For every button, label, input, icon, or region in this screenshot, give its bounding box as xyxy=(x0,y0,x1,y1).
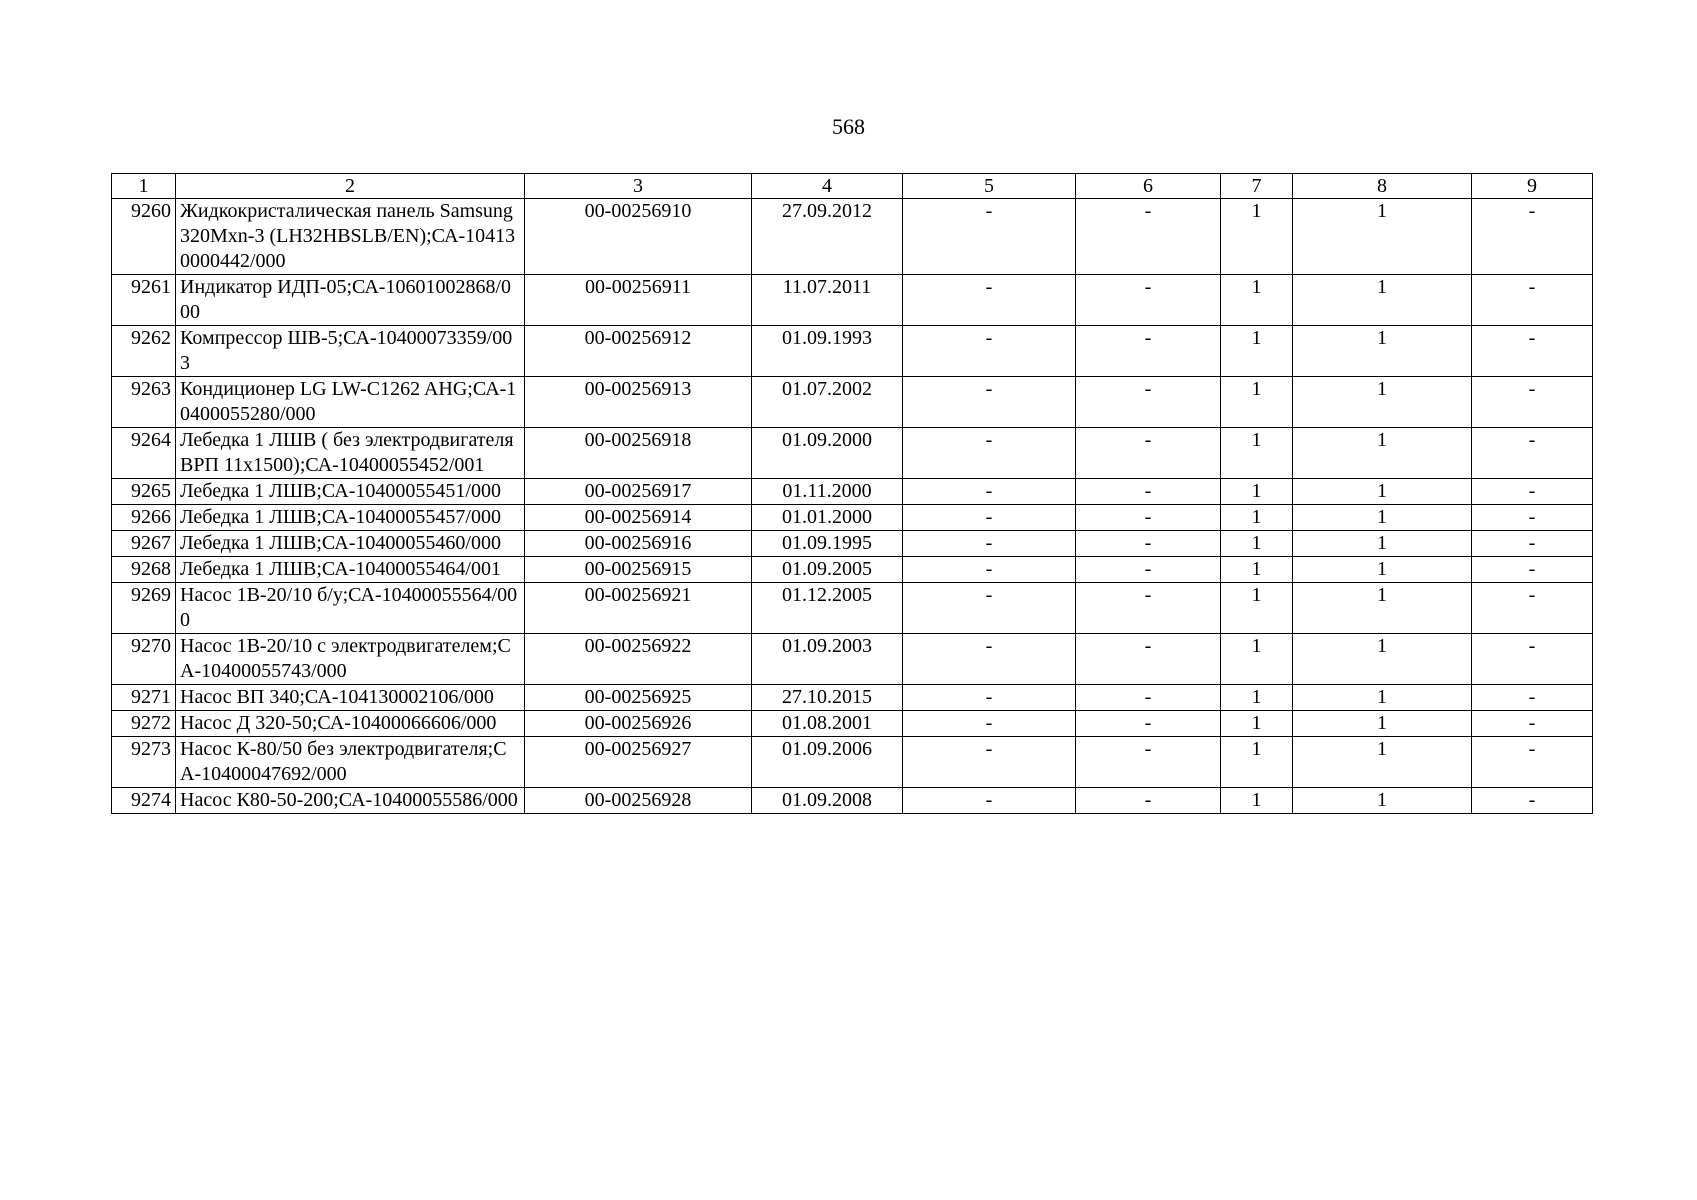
cell-col-7: 1 xyxy=(1221,199,1293,275)
cell-inventory-code: 00-00256911 xyxy=(525,275,752,326)
cell-col-9: - xyxy=(1472,326,1593,377)
cell-row-number: 9263 xyxy=(112,377,176,428)
cell-col-8: 1 xyxy=(1293,505,1472,531)
cell-col-7: 1 xyxy=(1221,685,1293,711)
cell-col-8: 1 xyxy=(1293,634,1472,685)
cell-col-7: 1 xyxy=(1221,557,1293,583)
cell-col-7: 1 xyxy=(1221,788,1293,814)
cell-col-5: - xyxy=(903,275,1076,326)
table-row xyxy=(112,377,1593,428)
cell-inventory-code: 00-00256914 xyxy=(525,505,752,531)
cell-date: 01.11.2000 xyxy=(752,479,903,505)
header-col-3: 3 xyxy=(525,174,752,199)
cell-col-7: 1 xyxy=(1221,583,1293,634)
cell-date: 27.09.2012 xyxy=(752,199,903,275)
cell-col-6: - xyxy=(1076,711,1221,737)
cell-col-9: - xyxy=(1472,737,1593,788)
cell-inventory-code: 00-00256928 xyxy=(525,788,752,814)
cell-col-5: - xyxy=(903,634,1076,685)
header-col-1: 1 xyxy=(112,174,176,199)
cell-col-5: - xyxy=(903,788,1076,814)
cell-date: 01.12.2005 xyxy=(752,583,903,634)
cell-col-5: - xyxy=(903,531,1076,557)
table-row xyxy=(112,505,1593,531)
page-number: 568 xyxy=(832,114,865,139)
cell-inventory-code: 00-00256917 xyxy=(525,479,752,505)
header-col-8: 8 xyxy=(1293,174,1472,199)
cell-item-name: Лебедка 1 ЛШВ;СА-10400055460/000 xyxy=(176,531,525,557)
cell-col-7: 1 xyxy=(1221,505,1293,531)
cell-row-number: 9264 xyxy=(112,428,176,479)
table-row xyxy=(112,737,1593,788)
cell-col-6: - xyxy=(1076,428,1221,479)
cell-col-8: 1 xyxy=(1293,377,1472,428)
cell-date: 27.10.2015 xyxy=(752,685,903,711)
cell-col-7: 1 xyxy=(1221,275,1293,326)
cell-col-6: - xyxy=(1076,275,1221,326)
header-col-4: 4 xyxy=(752,174,903,199)
cell-inventory-code: 00-00256910 xyxy=(525,199,752,275)
cell-date: 01.09.1993 xyxy=(752,326,903,377)
table-row xyxy=(112,326,1593,377)
cell-col-6: - xyxy=(1076,557,1221,583)
cell-col-5: - xyxy=(903,199,1076,275)
cell-row-number: 9266 xyxy=(112,505,176,531)
cell-col-5: - xyxy=(903,711,1076,737)
cell-col-8: 1 xyxy=(1293,711,1472,737)
cell-col-6: - xyxy=(1076,199,1221,275)
cell-col-6: - xyxy=(1076,737,1221,788)
cell-col-7: 1 xyxy=(1221,479,1293,505)
cell-col-8: 1 xyxy=(1293,685,1472,711)
cell-item-name: Насос Д 320-50;СА-10400066606/000 xyxy=(176,711,525,737)
cell-col-6: - xyxy=(1076,377,1221,428)
cell-col-9: - xyxy=(1472,199,1593,275)
cell-col-6: - xyxy=(1076,479,1221,505)
cell-col-8: 1 xyxy=(1293,557,1472,583)
cell-row-number: 9267 xyxy=(112,531,176,557)
header-col-5: 5 xyxy=(903,174,1076,199)
cell-item-name: Компрессор ШВ-5;СА-10400073359/003 xyxy=(176,326,525,377)
cell-item-name: Насос ВП 340;СА-104130002106/000 xyxy=(176,685,525,711)
table-row xyxy=(112,479,1593,505)
cell-item-name: Насос 1В-20/10 с электродвигателем;СА-10400055743/000 xyxy=(176,634,525,685)
cell-date: 01.09.2005 xyxy=(752,557,903,583)
cell-col-9: - xyxy=(1472,505,1593,531)
cell-col-8: 1 xyxy=(1293,199,1472,275)
cell-inventory-code: 00-00256918 xyxy=(525,428,752,479)
cell-row-number: 9262 xyxy=(112,326,176,377)
table-row xyxy=(112,275,1593,326)
cell-item-name: Насос К-80/50 без электродвигателя;СА-10400047692/000 xyxy=(176,737,525,788)
cell-date: 01.09.2003 xyxy=(752,634,903,685)
table-row xyxy=(112,428,1593,479)
cell-col-8: 1 xyxy=(1293,326,1472,377)
cell-date: 01.09.2008 xyxy=(752,788,903,814)
cell-col-7: 1 xyxy=(1221,428,1293,479)
header-row xyxy=(112,174,1593,199)
cell-col-7: 1 xyxy=(1221,326,1293,377)
cell-item-name: Насос 1В-20/10 б/у;СА-10400055564/000 xyxy=(176,583,525,634)
cell-row-number: 9265 xyxy=(112,479,176,505)
cell-col-5: - xyxy=(903,583,1076,634)
cell-row-number: 9273 xyxy=(112,737,176,788)
table-row xyxy=(112,685,1593,711)
cell-item-name: Кондиционер LG LW-C1262 AHG;СА-10400055280/000 xyxy=(176,377,525,428)
cell-col-9: - xyxy=(1472,557,1593,583)
table-body xyxy=(112,199,1593,814)
table-row xyxy=(112,557,1593,583)
cell-row-number: 9261 xyxy=(112,275,176,326)
cell-date: 01.08.2001 xyxy=(752,711,903,737)
cell-item-name: Индикатор ИДП-05;СА-10601002868/000 xyxy=(176,275,525,326)
cell-col-9: - xyxy=(1472,531,1593,557)
cell-col-6: - xyxy=(1076,505,1221,531)
header-col-9: 9 xyxy=(1472,174,1593,199)
cell-col-5: - xyxy=(903,428,1076,479)
cell-col-7: 1 xyxy=(1221,531,1293,557)
cell-col-9: - xyxy=(1472,479,1593,505)
cell-col-8: 1 xyxy=(1293,737,1472,788)
cell-col-5: - xyxy=(903,326,1076,377)
cell-inventory-code: 00-00256915 xyxy=(525,557,752,583)
cell-col-6: - xyxy=(1076,685,1221,711)
cell-col-5: - xyxy=(903,479,1076,505)
header-col-6: 6 xyxy=(1076,174,1221,199)
cell-row-number: 9274 xyxy=(112,788,176,814)
cell-inventory-code: 00-00256916 xyxy=(525,531,752,557)
table-row xyxy=(112,531,1593,557)
cell-col-6: - xyxy=(1076,634,1221,685)
cell-col-5: - xyxy=(903,557,1076,583)
cell-inventory-code: 00-00256912 xyxy=(525,326,752,377)
table-header xyxy=(112,174,1593,199)
cell-col-8: 1 xyxy=(1293,275,1472,326)
cell-item-name: Лебедка 1 ЛШВ;СА-10400055451/000 xyxy=(176,479,525,505)
cell-col-9: - xyxy=(1472,711,1593,737)
cell-col-6: - xyxy=(1076,531,1221,557)
cell-col-7: 1 xyxy=(1221,711,1293,737)
cell-row-number: 9271 xyxy=(112,685,176,711)
inventory-table xyxy=(111,173,1593,814)
cell-inventory-code: 00-00256925 xyxy=(525,685,752,711)
cell-col-8: 1 xyxy=(1293,583,1472,634)
cell-col-6: - xyxy=(1076,326,1221,377)
cell-col-9: - xyxy=(1472,685,1593,711)
header-col-7: 7 xyxy=(1221,174,1293,199)
cell-row-number: 9272 xyxy=(112,711,176,737)
cell-col-9: - xyxy=(1472,377,1593,428)
cell-col-5: - xyxy=(903,737,1076,788)
cell-col-7: 1 xyxy=(1221,377,1293,428)
cell-item-name: Жидкокристалическая панель Samsung 320Mxn-3 (LH32HBSLB/EN);СА-104130000442/000 xyxy=(176,199,525,275)
cell-date: 01.09.2000 xyxy=(752,428,903,479)
cell-col-6: - xyxy=(1076,583,1221,634)
cell-col-9: - xyxy=(1472,634,1593,685)
table-row xyxy=(112,583,1593,634)
cell-inventory-code: 00-00256926 xyxy=(525,711,752,737)
cell-col-8: 1 xyxy=(1293,479,1472,505)
cell-col-7: 1 xyxy=(1221,737,1293,788)
cell-inventory-code: 00-00256922 xyxy=(525,634,752,685)
cell-inventory-code: 00-00256927 xyxy=(525,737,752,788)
cell-col-8: 1 xyxy=(1293,531,1472,557)
cell-row-number: 9269 xyxy=(112,583,176,634)
cell-col-9: - xyxy=(1472,428,1593,479)
cell-inventory-code: 00-00256913 xyxy=(525,377,752,428)
cell-date: 01.09.1995 xyxy=(752,531,903,557)
cell-col-9: - xyxy=(1472,275,1593,326)
cell-row-number: 9260 xyxy=(112,199,176,275)
cell-row-number: 9268 xyxy=(112,557,176,583)
table-row xyxy=(112,788,1593,814)
cell-item-name: Лебедка 1 ЛШВ;СА-10400055464/001 xyxy=(176,557,525,583)
cell-item-name: Насос К80-50-200;СА-10400055586/000 xyxy=(176,788,525,814)
header-col-2: 2 xyxy=(176,174,525,199)
cell-col-5: - xyxy=(903,377,1076,428)
cell-col-8: 1 xyxy=(1293,428,1472,479)
table-row xyxy=(112,711,1593,737)
table-row xyxy=(112,199,1593,275)
cell-col-8: 1 xyxy=(1293,788,1472,814)
table-row xyxy=(112,634,1593,685)
cell-col-7: 1 xyxy=(1221,634,1293,685)
cell-col-5: - xyxy=(903,505,1076,531)
cell-col-6: - xyxy=(1076,788,1221,814)
cell-col-9: - xyxy=(1472,583,1593,634)
cell-inventory-code: 00-00256921 xyxy=(525,583,752,634)
cell-date: 11.07.2011 xyxy=(752,275,903,326)
cell-date: 01.09.2006 xyxy=(752,737,903,788)
cell-date: 01.07.2002 xyxy=(752,377,903,428)
cell-item-name: Лебедка 1 ЛШВ;СА-10400055457/000 xyxy=(176,505,525,531)
cell-item-name: Лебедка 1 ЛШВ ( без электродвигателя ВРП 11х1500);СА-10400055452/001 xyxy=(176,428,525,479)
cell-row-number: 9270 xyxy=(112,634,176,685)
cell-col-5: - xyxy=(903,685,1076,711)
cell-date: 01.01.2000 xyxy=(752,505,903,531)
cell-col-9: - xyxy=(1472,788,1593,814)
